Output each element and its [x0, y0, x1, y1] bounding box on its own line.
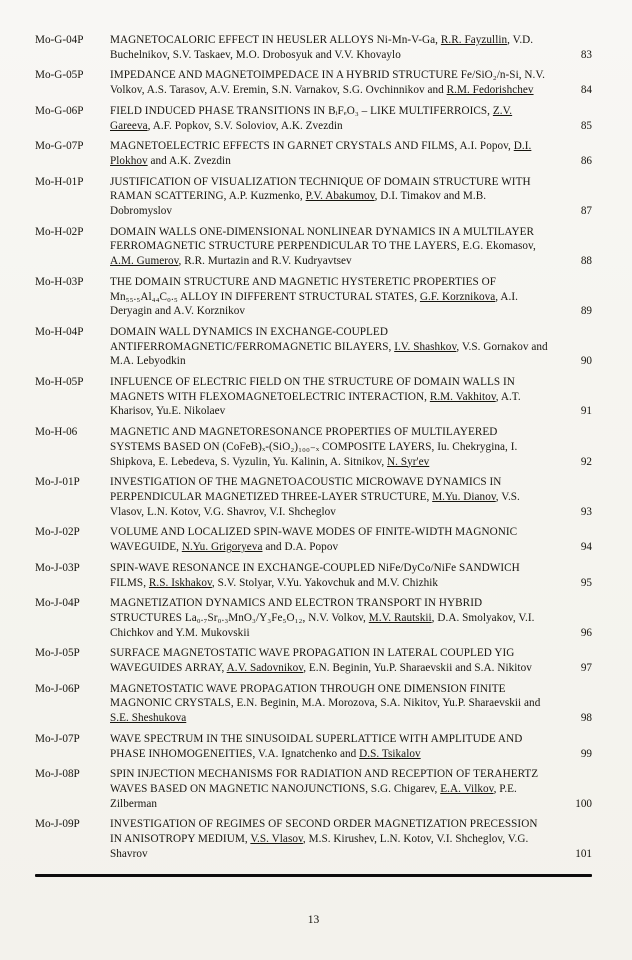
presenting-author-underlined: R.M. Fedorishchev — [446, 84, 534, 97]
table-row — [35, 375, 592, 419]
title-text: , V.S. Gornakov and M.A. Lebyodkin — [110, 340, 548, 368]
entry-session-code: Mo-J-05P — [35, 647, 80, 660]
title-text: INFLUENCE OF ELECTRIC FIELD ON THE STRUCTURE OF DOMAIN WALLS IN MAGNETS WITH FLEXOMAGNETOELECTRIC INTERACTION, — [110, 376, 515, 403]
title-text: MAGNETOCALORIC EFFECT IN HEUSLER ALLOYS Ni-Mn-V-Ga, — [110, 34, 441, 46]
title-text: , P.E. Zilberman — [110, 782, 517, 810]
entry-session-code: Mo-J-02P — [35, 526, 80, 539]
entry-page-number: 98 — [580, 712, 592, 725]
title-text: SPIN-WAVE RESONANCE IN EXCHANGE-COUPLED NiFe/DyCo/NiFe SANDWICH FILMS, — [110, 561, 520, 589]
entry-page-number: 100 — [575, 797, 592, 810]
table-row — [35, 425, 592, 469]
title-text: , A.F. Popkov, S.V. Soloviov, A.K. Zvezdin — [147, 119, 343, 132]
entry-page-number: 83 — [580, 48, 592, 61]
title-text: DOMAIN WALL DYNAMICS IN EXCHANGE-COUPLED ANTIFERROMAGNETIC/FERROMAGNETIC BILAYERS, — [110, 325, 395, 353]
title-text: , V.D. Buchelnikov, S.V. Taskaev, M.O. Drobosyuk and V.V. Khovaylo — [110, 34, 534, 61]
presenting-author-underlined: I.V. Shashkov — [394, 340, 457, 353]
table-row — [35, 475, 592, 519]
entry-title-authors — [110, 68, 558, 97]
title-text: VOLUME AND LOCALIZED SPIN-WAVE MODES OF FINITE-WIDTH MAGNONIC WAVEGUIDE, — [110, 526, 518, 554]
table-row — [35, 275, 592, 319]
page-number: 13 — [307, 913, 320, 926]
presenting-author-underlined: Z.V. Gareeva — [110, 104, 513, 132]
entry-session-code: Mo-H-02P — [35, 225, 84, 238]
table-row — [35, 325, 592, 369]
title-text: MAGNETOELECTRIC EFFECTS IN GARNET CRYSTALS AND FILMS, A.I. Popov, — [110, 140, 514, 153]
title-text: WAVE SPECTRUM IN THE SINUSOIDAL SUPERLATTICE WITH AMPLITUDE AND PHASE INHOMOGENEITIES, V.A. Ignatchenko and — [110, 732, 523, 760]
presenting-author-underlined: D.I. Plokhov — [110, 140, 532, 167]
presenting-author-underlined: M.V. Rautskii — [368, 611, 432, 624]
entry-session-code: Mo-H-05P — [35, 376, 84, 389]
title-text: FIELD INDUCED PHASE TRANSITIONS IN BᵢFₑO₃ – LIKE MULTIFERROICS, — [110, 104, 493, 117]
entry-session-code: Mo-G-07P — [35, 140, 84, 153]
entry-page-number: 101 — [575, 847, 592, 860]
presenting-author-underlined: S.E. Sheshukova — [110, 712, 187, 725]
table-row — [35, 225, 592, 269]
entry-title-authors — [110, 596, 558, 640]
title-text: and A.K. Zvezdin — [147, 154, 231, 167]
entry-page-number: 85 — [580, 119, 592, 132]
entry-session-code: Mo-J-04P — [35, 597, 80, 610]
entry-title-authors — [110, 175, 558, 219]
entry-page-number: 84 — [580, 84, 592, 97]
entry-session-code: Mo-G-06P — [35, 104, 84, 117]
presenting-author-underlined: N. Syr'ev — [387, 455, 430, 468]
entry-session-code: Mo-G-04P — [35, 34, 84, 46]
entry-title-authors — [110, 817, 558, 861]
entry-page-number: 92 — [580, 455, 592, 468]
presenting-author-underlined: G.F. Korznikova — [419, 290, 496, 303]
entry-page-number: 96 — [580, 626, 592, 639]
presenting-author-underlined: R.R. Fayzullin — [440, 34, 508, 46]
presenting-author-underlined: D.S. Tsikalov — [359, 747, 421, 760]
entry-session-code: Mo-J-07P — [35, 732, 80, 745]
entry-title-authors — [110, 325, 558, 369]
table-row — [35, 104, 592, 133]
entry-page-number: 89 — [580, 305, 592, 318]
table-row — [35, 767, 592, 811]
entry-page-number: 93 — [580, 505, 592, 518]
title-text: MAGNETOSTATIC WAVE PROPAGATION THROUGH ONE DIMENSION FINITE MAGNONIC CRYSTALS, E.N. Beginin, M.A. Morozova, S.A. Nikitov, Yu.P. Sharaevskii and — [110, 682, 541, 710]
entry-session-code: Mo-H-04P — [35, 325, 84, 338]
entry-title-authors — [110, 682, 558, 726]
title-text: INVESTIGATION OF REGIMES OF SECOND ORDER MAGNETIZATION PRECESSION IN ANISOTROPY MEDIUM, — [110, 818, 538, 846]
title-text: , S.V. Stolyar, V.Yu. Yakovchuk and M.V. Chizhik — [211, 576, 439, 589]
entry-title-authors — [110, 275, 558, 319]
table-row — [35, 175, 592, 219]
title-text: DOMAIN WALLS ONE-DIMENSIONAL NONLINEAR DYNAMICS IN A MULTILAYER FERROMAGNETIC STRUCTURE PERPENDICULAR TO THE LAYERS, E.G. Ekomasov, — [110, 225, 536, 253]
presenting-author-underlined: E.A. Vilkov — [440, 782, 494, 795]
entry-session-code: Mo-H-01P — [35, 175, 84, 188]
entry-page-number: 91 — [580, 405, 592, 418]
entry-title-authors — [110, 33, 558, 62]
title-text: , E.N. Beginin, Yu.P. Sharaevskii and S.A. Nikitov — [303, 662, 532, 675]
entry-title-authors — [110, 525, 558, 554]
entry-title-authors — [110, 646, 558, 675]
title-text: and D.A. Popov — [262, 541, 339, 554]
entry-page-number: 86 — [580, 154, 592, 167]
table-row — [35, 682, 592, 726]
presenting-author-underlined: V.S. Vlasov — [250, 833, 303, 846]
title-text: JUSTIFICATION OF VISUALIZATION TECHNIQUE OF DOMAIN STRUCTURE WITH RAMAN SCATTERING, A.P. Kuzmenko, — [110, 175, 531, 203]
presenting-author-underlined: M.Yu. Dianov — [432, 490, 496, 503]
entry-session-code: Mo-J-08P — [35, 768, 80, 781]
entry-page-number: 95 — [580, 576, 592, 589]
title-text: , D.A. Smolyakov, V.I. Chichkov and Y.M. Mukovskii — [110, 611, 535, 639]
entry-session-code: Mo-H-06 — [35, 426, 78, 439]
entry-page-number: 90 — [580, 355, 592, 368]
table-row — [35, 817, 592, 861]
table-row — [35, 139, 592, 168]
table-row — [35, 561, 592, 590]
entry-session-code: Mo-H-03P — [35, 275, 84, 288]
entry-title-authors — [110, 561, 558, 590]
table-row — [35, 525, 592, 554]
entry-session-code: Mo-J-09P — [35, 818, 80, 831]
presenting-author-underlined: P.V. Abakumov — [305, 190, 375, 203]
table-row — [35, 732, 592, 761]
entry-title-authors — [110, 767, 558, 811]
presenting-author-underlined: A.M. Gumerov — [110, 255, 179, 268]
table-row — [35, 646, 592, 675]
entry-page-number: 88 — [580, 255, 592, 268]
presenting-author-underlined: R.M. Vakhitov — [429, 390, 496, 403]
title-text: , A.T. Kharisov, Yu.E. Nikolaev — [110, 390, 521, 418]
table-row — [35, 68, 592, 97]
title-text: , A.I. Deryagin and A.V. Korznikov — [110, 290, 518, 318]
entry-title-authors — [110, 732, 558, 761]
table-row — [35, 596, 592, 640]
entry-session-code: Mo-J-01P — [35, 476, 80, 489]
title-text: SPIN INJECTION MECHANISMS FOR RADIATION AND RECEPTION OF TERAHERTZ WAVES BASED ON MAGNETIC NANOJUNCTIONS, S.G. Chigarev, — [110, 768, 539, 795]
title-text: , D.I. Timakov and M.B. Dobromyslov — [110, 190, 487, 218]
title-text: IMPEDANCE AND MAGNETOIMPEDACE IN A HYBRID STRUCTURE Fe/SiO₂/n-Si, N.V. Volkov, A.S. Tarasov, A.V. Eremin, S.N. Varnakov, S.G. Ovchinnikov and — [110, 69, 545, 97]
entry-session-code: Mo-J-03P — [35, 561, 80, 574]
entry-page-number: 94 — [580, 541, 592, 554]
title-text: , V.S. Vlasov, L.N. Kotov, V.G. Shavrov, V.I. Shcheglov — [110, 490, 520, 518]
presenting-author-underlined: A.V. Sadovnikov — [226, 662, 304, 675]
footer-divider — [35, 874, 592, 877]
presenting-author-underlined: N.Yu. Grigoryeva — [181, 541, 263, 554]
title-text: INVESTIGATION OF THE MAGNETOACOUSTIC MICROWAVE DYNAMICS IN PERPENDICULAR MAGNETIZED THREE-LAYER STRUCTURE, — [110, 476, 502, 503]
entry-session-code: Mo-J-06P — [35, 682, 80, 695]
entry-session-code: Mo-G-05P — [35, 69, 84, 82]
table-row — [35, 33, 592, 62]
title-text: , M.S. Kirushev, L.N. Kotov, V.I. Shcheglov, V.G. Shavrov — [110, 833, 529, 860]
entry-list — [35, 33, 592, 861]
title-text: MAGNETIZATION DYNAMICS AND ELECTRON TRANSPORT IN HYBRID STRUCTURES La₀.₇Sr₀.₃MnO₃/Y₃Fe₅O₁₂, N.V. Volkov, — [110, 597, 483, 624]
title-text: MAGNETIC AND MAGNETORESONANCE PROPERTIES OF MULTILAYERED SYSTEMS BASED ON (CoFeB)ₓ-(SiO₂)₁₀₀₋ₓ COMPOSITE LAYERS, Iu. Chekrygina, I. Shipkova, E. Lebedeva, S. Vyzulin, Yu. Kalinin, A. Sitnikov, — [110, 426, 518, 468]
entry-title-authors — [110, 425, 558, 469]
entry-title-authors — [110, 475, 558, 519]
entry-page-number: 99 — [580, 747, 592, 760]
entry-title-authors — [110, 225, 558, 269]
entry-title-authors — [110, 139, 558, 168]
presenting-author-underlined: R.S. Iskhakov — [148, 576, 212, 589]
entry-page-number: 87 — [580, 205, 592, 218]
entry-page-number: 97 — [580, 662, 592, 675]
title-text: THE DOMAIN STRUCTURE AND MAGNETIC HYSTERETIC PROPERTIES OF Mn₅₅.₅Al₄₄C₀.₅ ALLOY IN DIFFERENT STRUCTURAL STATES, — [110, 275, 497, 303]
entry-title-authors — [110, 375, 558, 419]
title-text: , R.R. Murtazin and R.V. Kudryavtsev — [178, 255, 352, 268]
title-text: SURFACE MAGNETOSTATIC WAVE PROPAGATION IN LATERAL COUPLED YIG WAVEGUIDES ARRAY, — [110, 647, 515, 675]
entry-title-authors — [110, 104, 558, 133]
